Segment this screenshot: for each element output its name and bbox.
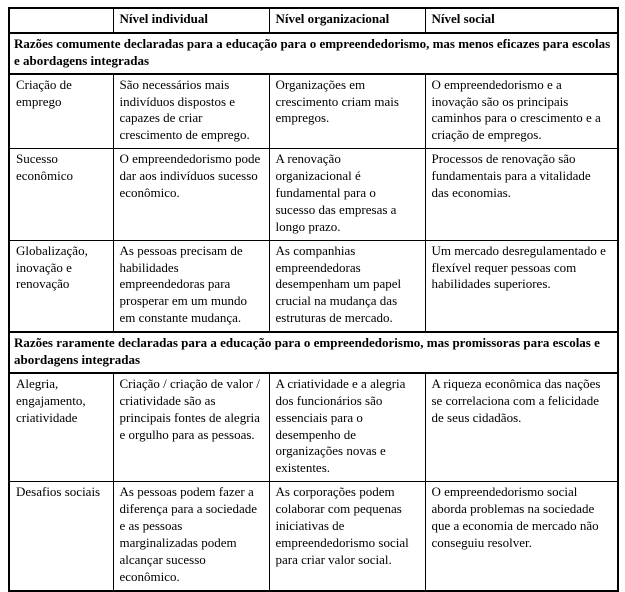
table-cell: Processos de renovação são fundamentais para a vitalidade das economias.	[425, 149, 618, 240]
row-label: Criação de emprego	[9, 74, 113, 149]
section-header-row	[9, 332, 618, 373]
table-row	[9, 482, 618, 591]
table-row	[9, 74, 618, 149]
column-header-organizacional: Nível organizacional	[269, 8, 425, 33]
table-cell: As corporações podem colaborar com pequenas iniciativas de empreendedorismo social para criar valor social.	[269, 482, 425, 591]
table-cell: As pessoas podem fazer a diferença para a sociedade e as pessoas marginalizadas podem alcançar sucesso econômico.	[113, 482, 269, 591]
section-header-row	[9, 33, 618, 74]
table-cell: Organizações em crescimento criam mais empregos.	[269, 74, 425, 149]
section-header: Razões raramente declaradas para a educação para o empreendedorismo, mas promissoras para escolas e abordagens integradas	[9, 332, 618, 373]
table-cell: Um mercado desregulamentado e flexível requer pessoas com habilidades superiores.	[425, 240, 618, 332]
table-cell: Criação / criação de valor / criatividade são as principais fontes de alegria e orgulho para as pessoas.	[113, 373, 269, 482]
table-cell: A renovação organizacional é fundamental para o sucesso das empresas a longo prazo.	[269, 149, 425, 240]
document-table	[8, 7, 619, 592]
table-cell: O empreendedorismo social aborda problemas na sociedade que a economia de mercado não conseguiu resolver.	[425, 482, 618, 591]
table-cell: O empreendedorismo e a inovação são os principais caminhos para o crescimento e a criação de empregos.	[425, 74, 618, 149]
table-row	[9, 373, 618, 482]
row-label: Sucesso econômico	[9, 149, 113, 240]
section-header: Razões comumente declaradas para a educação para o empreendedorismo, mas menos eficazes para escolas e abordagens integradas	[9, 33, 618, 74]
table-row	[9, 149, 618, 240]
column-header-empty	[9, 8, 113, 33]
column-header-individual: Nível individual	[113, 8, 269, 33]
table-cell: A riqueza econômica das nações se correlaciona com a felicidade de seus cidadãos.	[425, 373, 618, 482]
table-cell: As companhias empreendedoras desempenham um papel crucial na mudança das estruturas de mercado.	[269, 240, 425, 332]
table-cell: A criatividade e a alegria dos funcionários são essenciais para o desempenho de organizações novas e existentes.	[269, 373, 425, 482]
row-label: Desafios sociais	[9, 482, 113, 591]
header-row	[9, 8, 618, 33]
table-cell: São necessários mais indivíduos dispostos e capazes de criar crescimento de emprego.	[113, 74, 269, 149]
table-cell: O empreendedorismo pode dar aos indivíduos sucesso econômico.	[113, 149, 269, 240]
row-label: Alegria, engajamento, criatividade	[9, 373, 113, 482]
row-label: Globalização, inovação e renovação	[9, 240, 113, 332]
table-row	[9, 240, 618, 332]
table-cell: As pessoas precisam de habilidades empreendedoras para prosperar em um mundo em constante mudança.	[113, 240, 269, 332]
column-header-social: Nível social	[425, 8, 618, 33]
